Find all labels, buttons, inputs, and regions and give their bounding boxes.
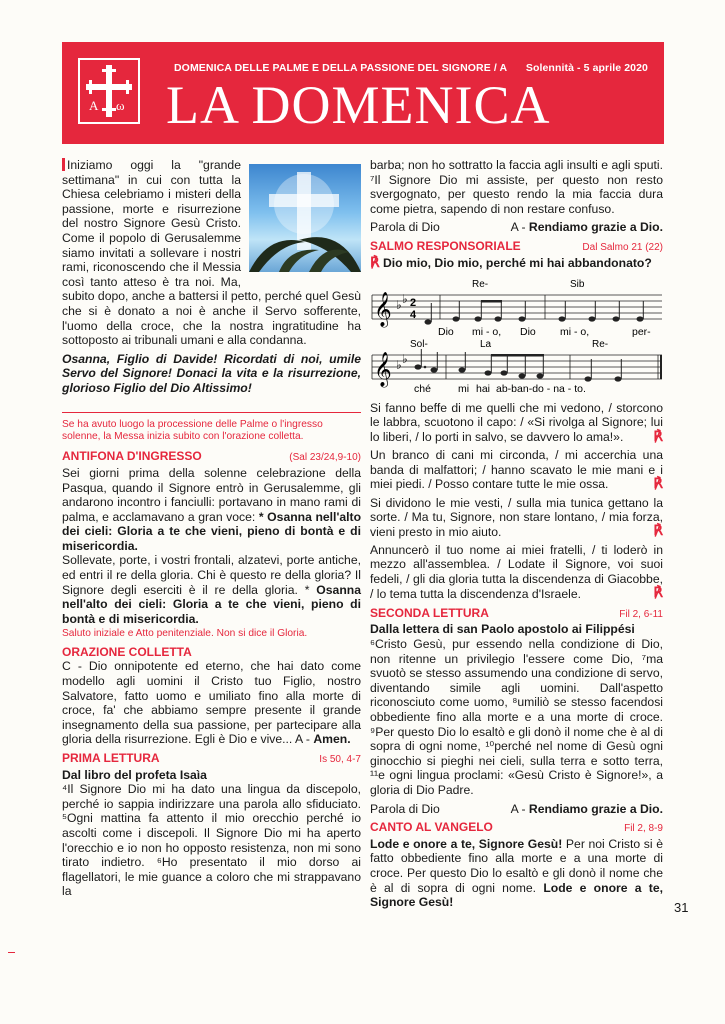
prima-ref: Is 50, 4-7 xyxy=(319,754,361,765)
canto-heading xyxy=(370,820,663,837)
seconda-text: ⁶Cristo Gesù, pur essendo nella condizione di Dio, non ritenne un privilegio l'essere come Dio, ⁷ma svuotò se stesso assumendo una condizione di servo, diventando simile agli uomini. Dall'aspetto riconosciuto come uomo, ⁸umiliò se stesso facendosi obbediente fino alla morte e a una morte di croce. ⁹Per questo Dio lo esaltò e gli donò il nome che è al di sopra di ogni nome, ¹⁰perché nel nome di Gesù ogni ginocchio si pieghi nei cieli, sulla terra e sotto terra, ¹¹e ogni lingua proclami: «Gesù Cristo è Signore!», a gloria di Dio Padre. xyxy=(370,637,663,797)
svg-text:♭: ♭ xyxy=(396,298,402,313)
intro-first-letter: I xyxy=(67,158,71,172)
treble-clef-icon: 𝄞 xyxy=(374,352,392,388)
prima-source: Dal libro del profeta Isaìa xyxy=(62,767,207,782)
seconda-title: SECONDA LETTURA xyxy=(370,605,489,620)
svg-text:2: 2 xyxy=(410,297,417,310)
chord-label: Re- xyxy=(592,339,609,351)
colletta-text: C - Dio onnipotente ed eterno, che hai dato come modello agli uomini il Cristo tuo Figlio, nostro Salvatore, fatto uomo e umiliato fino alla morte di croce, fa' che abbiamo sempre presente il grande insegnamento della sua passione, per partecipare alla gloria della risurrezione. Egli è Dio e vive... A - Amen. xyxy=(62,659,361,747)
antifona-title: ANTIFONA D'INGRESSO xyxy=(62,449,202,464)
intro-closing: Osanna, Figlio di Davide! Ricordati di noi, umile Servo del Signore! Donaci la vita e la risurrezione, glorioso Figlio del Dio Altissimo! xyxy=(62,351,361,395)
procession-rubric: Se ha avuto luogo la processione delle Palme o l'ingresso solenne, la Messa inizia subito con l'orazione colletta. xyxy=(62,418,323,442)
omega-letter: ω xyxy=(116,98,125,113)
intro-paragraph xyxy=(62,158,361,348)
svg-text:mi - o,: mi - o, xyxy=(472,326,502,339)
chord-label: Re- xyxy=(472,279,489,291)
intro-text: niziamo oggi la "grande settimana" in cui con tutta la Chiesa celebriamo i misteri della passione, morte e risurrezione del nostro Signore Gesù Cristo. Come il popolo di Gerusalemme siamo invitati a sollevare i nostri rami, riconoscendo che il Messia così tanto atteso è tra noi. Ma, subito dopo, anche a battersi il petto, perché quel Gesù che si è donato a noi è anche il Servo sofferente, l'uomo della croce, che la nostra ingratitudine ha sottoposto ai tribunali umani e alla condanna. xyxy=(62,158,361,348)
svg-text:♭: ♭ xyxy=(402,352,408,367)
antifona-rubric: Saluto iniziale e Atto penitenziale. Non si dice il Gloria. xyxy=(62,628,308,640)
salmo-stanza-3: Si dividono le mie vesti, / sulla mia tunica gettano la sorte. / Ma tu, Signore, non stare lontano, / mia forza, vieni presto in mio aiuto. ℟ xyxy=(370,495,663,540)
page-number: 31 xyxy=(674,900,689,915)
svg-text:per-: per- xyxy=(632,326,651,339)
antifona-verse: Sollevate, porte, i vostri frontali, alzatevi, porte antiche, ed entri il re della gloria. Chi è questo re della gloria? Il Signore degli eserciti è il re della gloria. * Osanna nell'alto dei cieli: Gloria a te che vieni, pieno di bontà e di misericordia. xyxy=(62,553,362,626)
seconda-word-line: Parola di Dio A - Rendiamo grazie a Dio. xyxy=(370,801,663,816)
svg-text:ché: ché xyxy=(414,383,431,394)
salmo-stanza-2: Un branco di cani mi circonda, / mi accerchia una banda di malfattori; / hanno scavato le mie mani e i miei piedi. / Posso contare tutte le mie ossa. ℟ xyxy=(370,448,663,492)
svg-text:Dio: Dio xyxy=(520,326,536,339)
salmo-title: SALMO RESPONSORIALE xyxy=(370,238,521,253)
colletta-title: ORAZIONE COLLETTA xyxy=(62,644,192,659)
prima-text-continued: barba; non ho sottratto la faccia agli insulti e agli sputi. ⁷Il Signore Dio mi assiste, per questo non resto svergognato, per questo rendo la mia faccia dura come pietra, sapendo di non restare confuso. xyxy=(370,158,663,216)
prima-heading xyxy=(62,751,361,768)
prima-word-line: Parola di Dio A - Rendiamo grazie a Dio. xyxy=(370,220,663,235)
cross-palms-photo xyxy=(249,164,361,272)
prima-title: PRIMA LETTURA xyxy=(62,751,160,765)
antifona-heading xyxy=(62,449,361,466)
margin-tick xyxy=(8,952,15,953)
alpha-letter: A xyxy=(89,98,99,113)
antifona-ref: (Sal 23/24,9-10) xyxy=(289,452,361,464)
svg-text:hai: hai xyxy=(476,383,491,394)
colletta-heading xyxy=(62,645,361,660)
page-title: LA DOMENICA xyxy=(166,75,551,135)
chord-label: La xyxy=(480,339,492,351)
canto-text: Lode e onore a te, Signore Gesù! Per noi Cristo si è fatto obbediente fino alla morte e a una morte di croce. Per questo Dio lo esaltò e gli donò il nome che è al di sopra di ogni nome. Lode e onore a te, Signore Gesù! xyxy=(370,836,664,910)
seconda-heading xyxy=(370,606,663,623)
header-subtitle: DOMENICA DELLE PALME E DELLA PASSIONE DEL SIGNORE / A xyxy=(174,62,508,74)
chord-label: Sib xyxy=(570,279,585,291)
salmo-ref: Dal Salmo 21 (22) xyxy=(582,241,663,253)
prima-text: ⁴Il Signore Dio mi ha dato una lingua da discepolo, perché io sappia indirizzare una parola allo sfiduciato. ⁵Ogni mattina fa attento il mio orecchio perché io ascolti come i discepoli. Il Signore Dio mi ha aperto l'orecchio e io non ho opposto resistenza, non mi sono tirato indietro. ⁶Ho presentato il mio dorso ai flagellatori, le mie guance a coloro che mi strappavano la xyxy=(62,782,361,899)
music-score xyxy=(370,275,663,397)
seconda-source: Dalla lettera di san Paolo apostolo ai Filippési xyxy=(370,622,635,637)
canto-title: CANTO AL VANGELO xyxy=(370,820,493,835)
svg-text:Dio: Dio xyxy=(438,326,454,339)
salmo-refrain: ℟ Dio mio, Dio mio, perché mi hai abbandonato? xyxy=(370,255,652,271)
svg-text:♭: ♭ xyxy=(396,358,402,373)
masthead-banner xyxy=(62,42,664,144)
salmo-stanza-4: Annuncerò il tuo nome ai miei fratelli, / ti loderò in mezzo all'assemblea. / Lodate il Signore, voi suoi fedeli, / gli dia gloria tutta la discendenza di Giacobbe, / lo tema tutta la discendenza d'Israele. ℟ xyxy=(370,542,663,602)
header-date: Solennità - 5 aprile 2020 xyxy=(525,62,648,74)
svg-text:ab-ban-do - na - to.: ab-ban-do - na - to. xyxy=(496,383,586,394)
antifona-text: Sei giorni prima della solenne celebrazione della Pasqua, quando il Signore entrò in Gerusalemme, gli andarono incontro i fanciulli: portavano in mano rami di palma, e acclamavano a gran voce: * Osanna nell'alto dei cieli: Gloria a te che vieni, pieno di bontà e di misericordia. xyxy=(62,465,362,553)
chord-label: Sol- xyxy=(410,339,428,351)
left-column xyxy=(62,158,361,899)
canto-ref: Fil 2, 8-9 xyxy=(624,823,663,835)
right-column xyxy=(370,158,663,910)
treble-clef-icon: 𝄞 xyxy=(374,292,392,328)
svg-text:♭: ♭ xyxy=(402,292,408,307)
cross-logo xyxy=(78,58,140,124)
svg-text:mi: mi xyxy=(458,383,470,394)
seconda-ref: Fil 2, 6-11 xyxy=(619,608,663,620)
salmo-stanza-1: Si fanno beffe di me quelli che mi vedono, / storcono le labbra, scuotono il capo: / «Si rivolga al Signore; lui lo liberi, / lo porti in salvo, se davvero lo ama!». ℟ xyxy=(370,400,663,445)
divider xyxy=(62,412,361,413)
svg-text:4: 4 xyxy=(410,309,417,322)
salmo-heading xyxy=(370,239,663,256)
svg-text:mi - o,: mi - o, xyxy=(560,326,590,339)
